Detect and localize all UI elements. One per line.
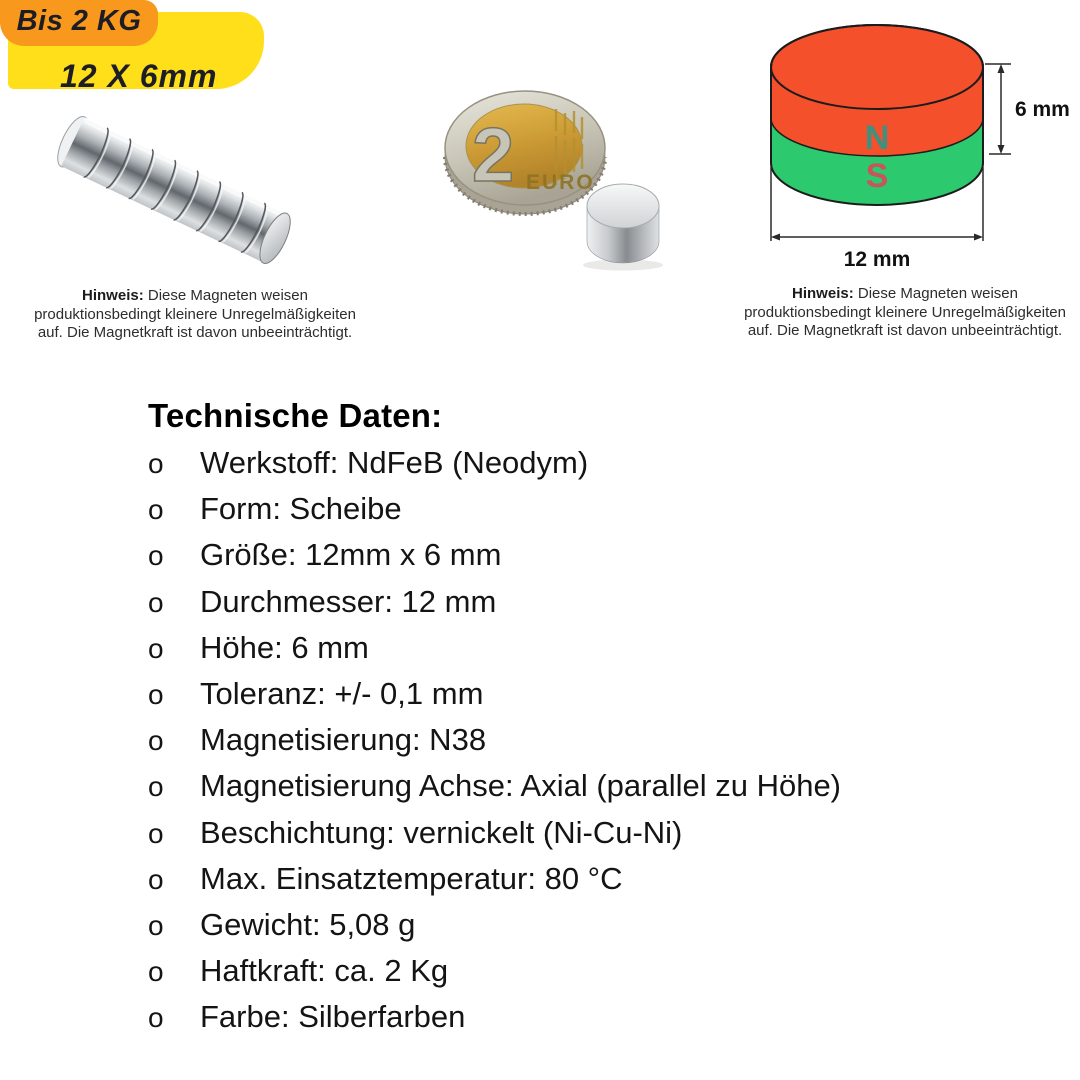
bullet: o (148, 863, 164, 895)
south-pole-letter: S (865, 157, 889, 195)
spec-item-gewicht (148, 902, 1028, 948)
bullet: o (148, 540, 164, 572)
spec-text: Beschichtung: vernickelt (Ni-Cu-Ni) (200, 814, 683, 850)
coin-value: 2 (472, 113, 515, 198)
magnet-stack-photo (48, 98, 340, 270)
spec-item-farbe (148, 994, 1028, 1040)
height-dimension-lines (985, 64, 1011, 154)
note-text: Diese Magneten weisen produktionsbedingt kleinere Unregelmäßigkeiten auf. Die Magnetkraft ist davon unbeeinträchtigt. (34, 287, 356, 342)
badge-capacity-label: Bis 2 KG (16, 5, 142, 37)
spec-text: Gewicht: 5,08 g (200, 906, 416, 942)
spec-item-magnetisierung (148, 717, 1028, 763)
euro-coin-photo (428, 73, 680, 271)
two-euro-coin (445, 91, 605, 214)
bullet: o (148, 1002, 164, 1034)
single-magnet-disc (583, 184, 663, 271)
production-note-left (30, 287, 360, 343)
spec-text: Durchmesser: 12 mm (200, 583, 497, 619)
note-label: Hinweis: (82, 287, 144, 304)
spec-item-werkstoff (148, 440, 1028, 486)
note-text: Diese Magneten weisen produktionsbedingt kleinere Unregelmäßigkeiten auf. Die Magnetkraft ist davon unbeeinträchtigt. (744, 285, 1066, 340)
spec-item-durchmesser (148, 579, 1028, 625)
spec-text: Größe: 12mm x 6 mm (200, 537, 502, 573)
spec-item-form (148, 486, 1028, 532)
bullet: o (148, 678, 164, 710)
technical-data-section (148, 396, 1028, 1040)
north-pole-letter: N (864, 119, 890, 157)
capacity-badge (0, 0, 158, 46)
magnet-dimension-diagram (753, 15, 1079, 275)
technical-data-title: Technische Daten: (148, 397, 443, 434)
bullet: o (148, 494, 164, 526)
spec-text: Farbe: Silberfarben (200, 999, 466, 1035)
bullet: o (148, 632, 164, 664)
spec-text: Toleranz: +/- 0,1 mm (200, 675, 484, 711)
spec-item-toleranz (148, 671, 1028, 717)
spec-text: Haftkraft: ca. 2 Kg (200, 953, 449, 989)
spec-item-magnetisierung-achse (148, 763, 1028, 809)
note-label: Hinweis: (792, 285, 854, 302)
production-note-right (740, 285, 1070, 341)
diameter-dimension-label: 12 mm (843, 248, 911, 271)
spec-item-groesse (148, 532, 1028, 578)
bullet: o (148, 725, 164, 757)
magnet-stack-cylinder (52, 112, 297, 267)
bullet: o (148, 909, 164, 941)
bullet: o (148, 448, 164, 479)
spec-item-hoehe (148, 625, 1028, 671)
spec-item-haftkraft (148, 948, 1028, 994)
bullet: o (148, 956, 164, 988)
bullet: o (148, 586, 164, 618)
spec-text: Höhe: 6 mm (200, 629, 369, 665)
spec-text: Form: Scheibe (200, 491, 402, 527)
spec-item-einsatztemperatur (148, 856, 1028, 902)
spec-text: Magnetisierung: N38 (200, 722, 487, 758)
spec-text: Werkstoff: NdFeB (Neodym) (200, 445, 589, 480)
coin-currency: EURO (526, 171, 595, 194)
spec-text: Magnetisierung Achse: Axial (parallel zu Höhe) (200, 768, 842, 804)
spec-text: Max. Einsatztemperatur: 80 °C (200, 860, 623, 896)
bullet: o (148, 817, 164, 849)
height-dimension-label: 6 mm (1015, 98, 1070, 121)
technical-data-list (148, 440, 1028, 1040)
badge-size-label: 12 X 6mm (60, 58, 218, 94)
spec-item-beschichtung (148, 810, 1028, 856)
bullet: o (148, 771, 164, 803)
